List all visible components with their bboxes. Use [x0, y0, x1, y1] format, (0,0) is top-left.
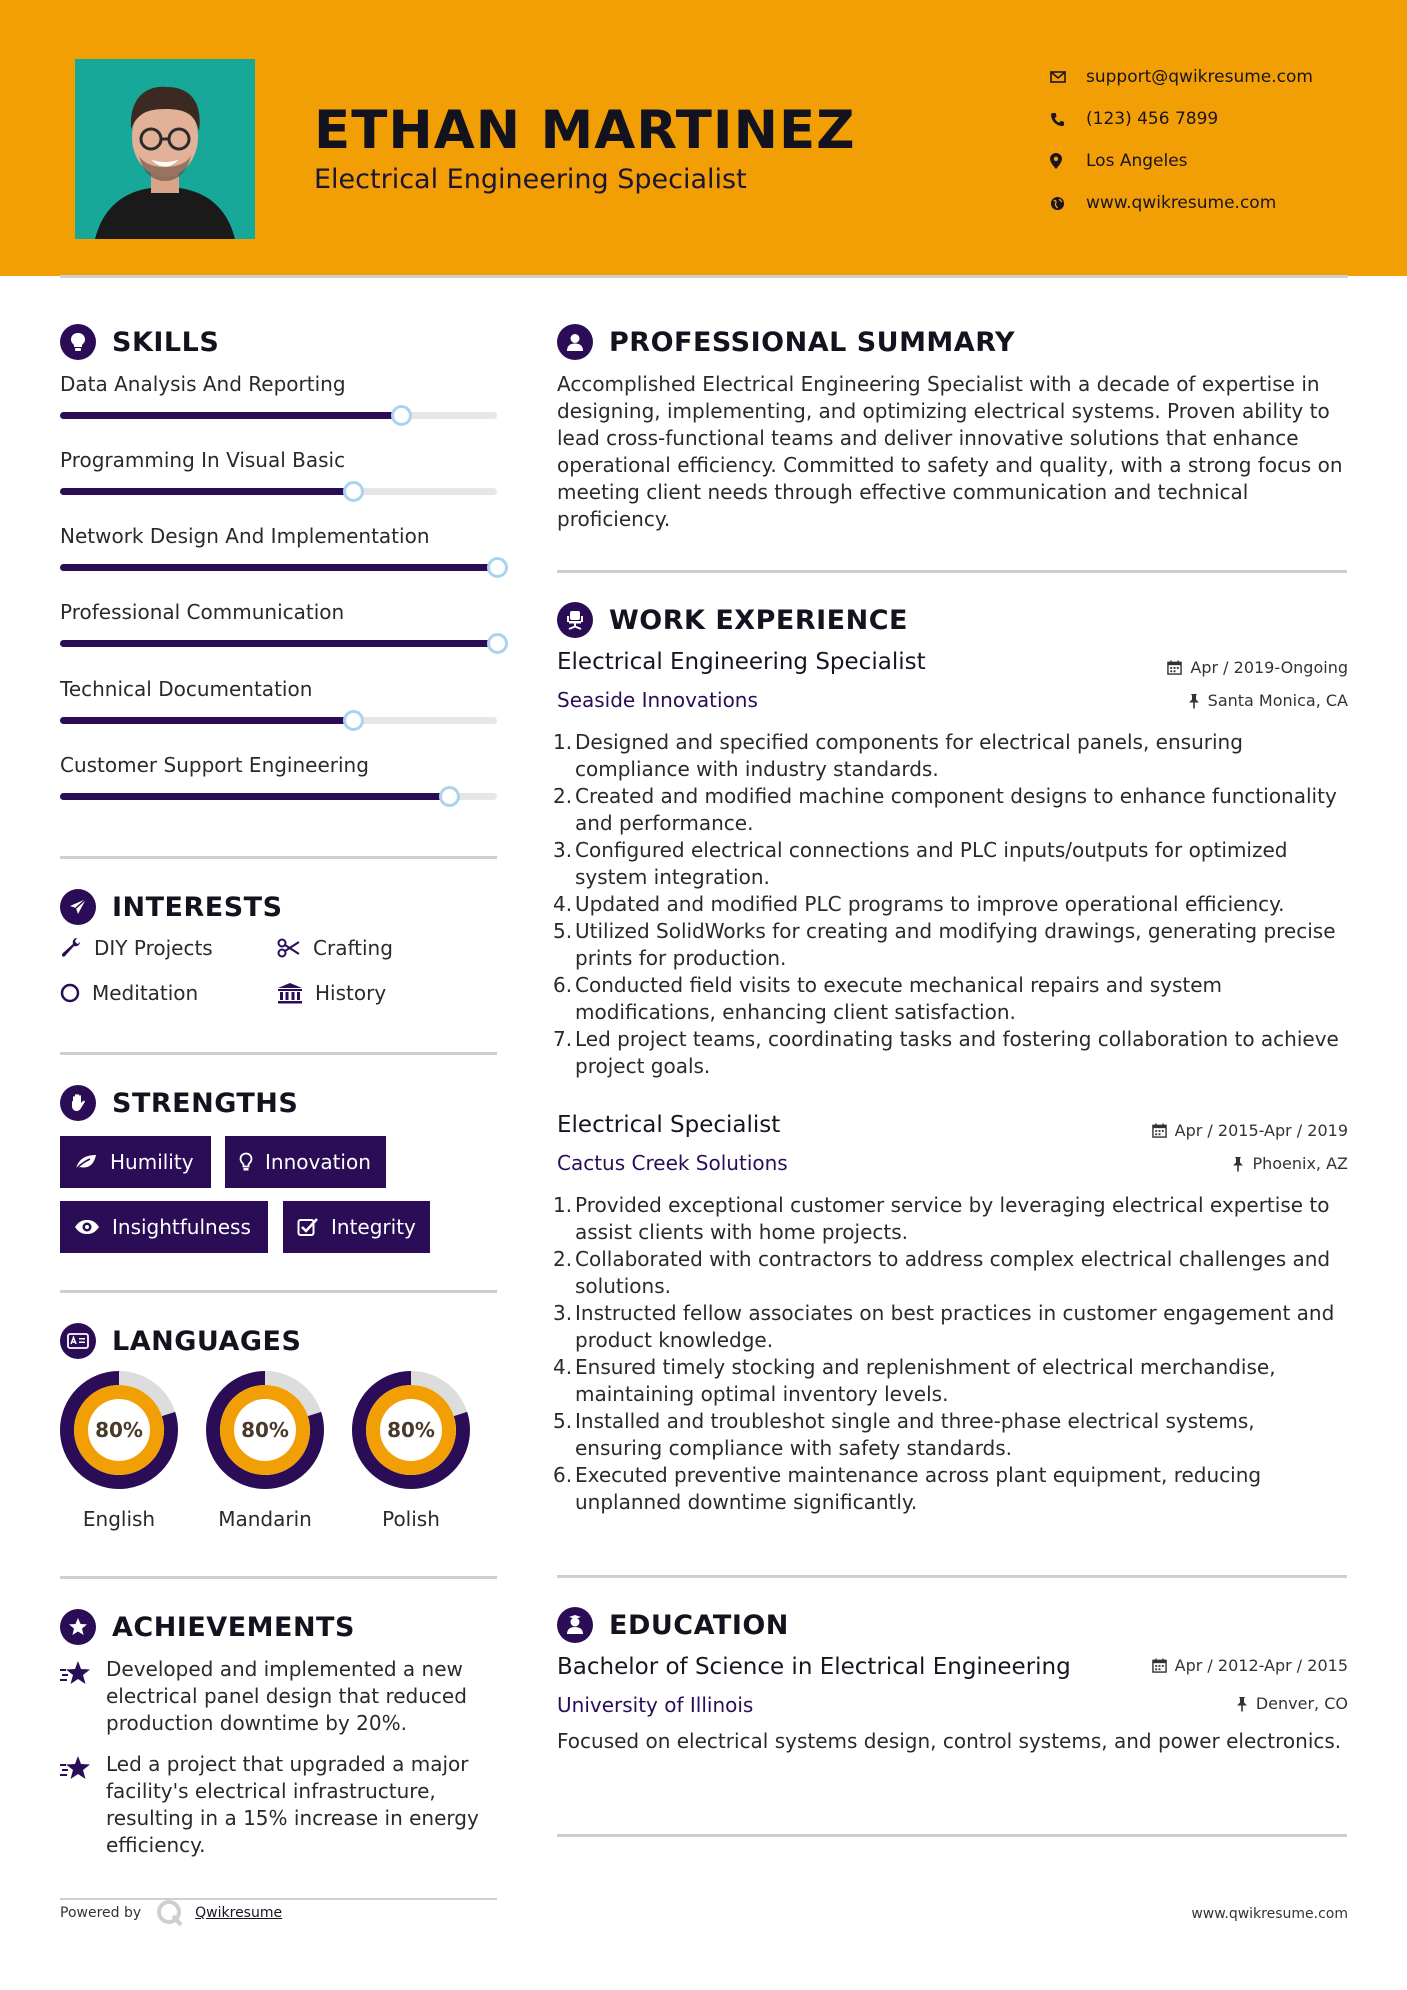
job-bullets	[553, 1192, 1347, 1516]
powered-by-text: Powered by	[60, 1905, 142, 1921]
language-percent: 80%	[387, 1418, 435, 1442]
language-donut	[204, 1369, 326, 1491]
job-dates	[1152, 1121, 1348, 1140]
education-location	[1236, 1694, 1348, 1713]
skill-bar	[60, 717, 497, 724]
brand-link[interactable]: Qwikresume	[195, 1905, 283, 1921]
interest-item	[277, 981, 386, 1005]
qwikresume-logo-icon	[155, 1898, 185, 1928]
list-item: 1. Provided exceptional customer service by leveraging electrical expertise to assist clients with home projects.	[553, 1193, 1330, 1244]
bank-icon	[277, 982, 303, 1004]
list-item: 3. Configured electrical connections and PLC inputs/outputs for optimized system integration.	[553, 838, 1288, 889]
experience-title: WORK EXPERIENCE	[609, 604, 908, 636]
contact-website[interactable]	[1050, 182, 1313, 224]
skill-bar	[60, 488, 497, 495]
language-donut	[350, 1369, 472, 1491]
contact-phone[interactable]	[1050, 98, 1313, 140]
resume-header	[0, 0, 1407, 276]
section-divider	[557, 1575, 1347, 1578]
strength-badge	[60, 1136, 211, 1188]
office-chair-icon	[557, 602, 593, 638]
interest-label: DIY Projects	[94, 936, 213, 960]
education-description: Focused on electrical systems design, control systems, and power electronics.	[557, 1729, 1342, 1753]
skill-bar-handle	[487, 557, 508, 578]
calendar-icon	[1167, 660, 1182, 675]
interest-label: Crafting	[313, 936, 393, 960]
languages-title: LANGUAGES	[112, 1325, 302, 1357]
strength-label: Innovation	[265, 1150, 371, 1174]
job-location	[1188, 691, 1348, 710]
interest-item	[60, 936, 213, 960]
graduate-icon	[557, 1607, 593, 1643]
education-dates	[1152, 1656, 1348, 1675]
summary-heading	[557, 324, 1015, 360]
map-pin-icon	[1050, 153, 1086, 169]
list-item: 6. Executed preventive maintenance across plant equipment, reducing unplanned downtime significantly.	[553, 1463, 1262, 1514]
candidate-name: ETHAN MARTINEZ	[314, 100, 856, 161]
header-divider	[60, 275, 1348, 278]
job-location-text: Phoenix, AZ	[1252, 1154, 1348, 1173]
star-badge-icon	[60, 1609, 96, 1645]
list-item: 2. Collaborated with contractors to address complex electrical challenges and solutions.	[553, 1247, 1331, 1298]
achievement-text: Developed and implemented a new electrical panel design that reduced production downtime by 20%.	[106, 1657, 467, 1735]
skill-bar-handle	[343, 481, 364, 502]
job-dates-text: Apr / 2019-Ongoing	[1190, 658, 1348, 677]
interests-heading	[60, 889, 283, 925]
school-name: University of Illinois	[557, 1693, 754, 1717]
language-name: Polish	[382, 1507, 440, 1531]
language-name: English	[82, 1507, 156, 1531]
contact-location-text: Los Angeles	[1086, 151, 1188, 171]
star-icon	[60, 1656, 106, 1737]
achievement-item	[60, 1656, 497, 1737]
summary-text: Accomplished Electrical Engineering Specialist with a decade of expertise in designing, implementing, and optimizing electrical systems. Proven ability to lead cross-functional teams and deliver innovative solutions that enhance operational efficiency. Committed to safety and quality, with a strong focus on meeting client needs through effective communication and technical proficiency.	[557, 372, 1343, 531]
section-divider	[557, 570, 1347, 573]
language-item	[350, 1369, 472, 1531]
globe-icon	[1050, 196, 1086, 211]
calendar-icon	[1152, 1658, 1167, 1673]
job-title: Electrical Specialist	[557, 1112, 781, 1138]
contact-list	[1050, 56, 1313, 224]
contact-email[interactable]	[1050, 56, 1313, 98]
candidate-title: Electrical Engineering Specialist	[314, 164, 747, 195]
pushpin-icon	[1236, 1696, 1248, 1712]
circle-icon	[60, 983, 80, 1003]
skill-bar-handle	[343, 710, 364, 731]
contact-email-text: support@qwikresume.com	[1086, 67, 1313, 87]
list-item: 4. Ensured timely stocking and replenishment of electrical merchandise, maintaining optimal inventory levels.	[553, 1355, 1276, 1406]
skill-name: Customer Support Engineering	[60, 753, 369, 777]
contact-website-text: www.qwikresume.com	[1086, 193, 1277, 213]
strength-label: Humility	[110, 1150, 194, 1174]
envelope-icon	[1050, 71, 1086, 83]
strength-label: Integrity	[331, 1215, 416, 1239]
user-icon	[557, 324, 593, 360]
section-divider	[60, 856, 497, 859]
skill-item	[60, 524, 497, 571]
section-divider	[60, 1290, 497, 1293]
profile-photo	[75, 59, 255, 239]
skill-bar-handle	[391, 405, 412, 426]
job-dates	[1167, 658, 1348, 677]
list-item: 1. Designed and specified components for electrical panels, ensuring compliance with industry standards.	[553, 730, 1243, 781]
achievement-text: Led a project that upgraded a major facility's electrical infrastructure, resulting in a 15% increase in energy efficiency.	[106, 1752, 479, 1857]
interest-label: History	[315, 981, 387, 1005]
phone-icon	[1050, 112, 1086, 127]
list-item: 4. Updated and modified PLC programs to improve operational efficiency.	[553, 892, 1285, 916]
summary-title: PROFESSIONAL SUMMARY	[609, 326, 1016, 358]
skill-item	[60, 600, 497, 647]
strength-badge	[225, 1136, 386, 1188]
skills-heading	[60, 324, 219, 360]
language-icon	[60, 1323, 96, 1359]
skill-item	[60, 677, 497, 724]
section-divider	[557, 1834, 1347, 1837]
list-item: 2. Created and modified machine component designs to enhance functionality and performance.	[553, 784, 1337, 835]
skill-bar-handle	[487, 633, 508, 654]
check-square-icon	[297, 1217, 319, 1237]
contact-location	[1050, 140, 1313, 182]
contact-phone-text: (123) 456 7899	[1086, 109, 1219, 129]
footer-website[interactable]: www.qwikresume.com	[1191, 1906, 1348, 1922]
leaf-icon	[74, 1153, 98, 1171]
strengths-title: STRENGTHS	[112, 1087, 299, 1119]
skill-item	[60, 372, 497, 419]
skill-bar	[60, 564, 497, 571]
education-heading	[557, 1607, 789, 1643]
company-name: Seaside Innovations	[557, 688, 758, 712]
interests-title: INTERESTS	[112, 891, 283, 923]
language-percent: 80%	[95, 1418, 143, 1442]
experience-heading	[557, 602, 908, 638]
skill-name: Data Analysis And Reporting	[60, 372, 346, 396]
list-item: 7. Led project teams, coordinating tasks and fostering collaboration to achieve project goals.	[553, 1027, 1339, 1078]
strength-badge	[283, 1201, 430, 1253]
job-title: Electrical Engineering Specialist	[557, 649, 926, 675]
job-bullets	[553, 729, 1347, 1080]
interest-label: Meditation	[92, 981, 199, 1005]
section-divider	[60, 1052, 497, 1055]
job-location	[1232, 1154, 1348, 1173]
skill-name: Programming In Visual Basic	[60, 448, 346, 472]
hand-icon	[60, 1085, 96, 1121]
strengths-heading	[60, 1085, 298, 1121]
languages-heading	[60, 1323, 301, 1359]
job-dates-text: Apr / 2015-Apr / 2019	[1174, 1121, 1348, 1140]
degree-title: Bachelor of Science in Electrical Engineering	[557, 1654, 1071, 1680]
wrench-icon	[60, 937, 82, 959]
strength-label: Insightfulness	[112, 1215, 251, 1239]
education-title: EDUCATION	[609, 1609, 789, 1641]
lightbulb-icon	[239, 1152, 253, 1172]
skill-bar-handle	[439, 786, 460, 807]
skill-bar	[60, 412, 497, 419]
education-location-text: Denver, CO	[1255, 1694, 1348, 1713]
scissors-icon	[277, 938, 301, 958]
lightbulb-icon	[60, 324, 96, 360]
section-divider	[60, 1576, 497, 1579]
skill-bar	[60, 640, 497, 647]
skill-item	[60, 753, 497, 800]
list-item: 5. Utilized SolidWorks for creating and modifying drawings, generating precise prints for production.	[553, 919, 1336, 970]
language-name: Mandarin	[218, 1507, 312, 1531]
skill-item	[60, 448, 497, 495]
achievements-title: ACHIEVEMENTS	[112, 1611, 355, 1643]
language-percent: 80%	[241, 1418, 289, 1442]
company-name: Cactus Creek Solutions	[557, 1151, 788, 1175]
achievements-heading	[60, 1609, 355, 1645]
skills-title: SKILLS	[112, 326, 220, 358]
language-donut	[58, 1369, 180, 1491]
skill-bar	[60, 793, 497, 800]
list-item: 3. Instructed fellow associates on best practices in customer engagement and product knowledge.	[553, 1301, 1335, 1352]
interest-item	[60, 981, 198, 1005]
star-icon	[60, 1751, 106, 1859]
achievement-item	[60, 1751, 497, 1859]
pushpin-icon	[1188, 693, 1200, 709]
strength-badge	[60, 1201, 268, 1253]
skill-name: Professional Communication	[60, 600, 345, 624]
education-dates-text: Apr / 2012-Apr / 2015	[1174, 1656, 1348, 1675]
language-item	[58, 1369, 180, 1531]
pushpin-icon	[1232, 1156, 1244, 1172]
list-item: 6. Conducted field visits to execute mechanical repairs and system modifications, enhancing client satisfaction.	[553, 973, 1223, 1024]
list-item: 5. Installed and troubleshot single and three-phase electrical systems, ensuring compliance with safety standards.	[553, 1409, 1255, 1460]
skill-name: Technical Documentation	[60, 677, 313, 701]
skill-name: Network Design And Implementation	[60, 524, 430, 548]
calendar-icon	[1152, 1123, 1167, 1138]
interest-item	[277, 936, 393, 960]
eye-icon	[74, 1219, 100, 1235]
powered-by	[60, 1898, 282, 1928]
job-location-text: Santa Monica, CA	[1207, 691, 1348, 710]
language-item	[204, 1369, 326, 1531]
paper-plane-icon	[60, 889, 96, 925]
